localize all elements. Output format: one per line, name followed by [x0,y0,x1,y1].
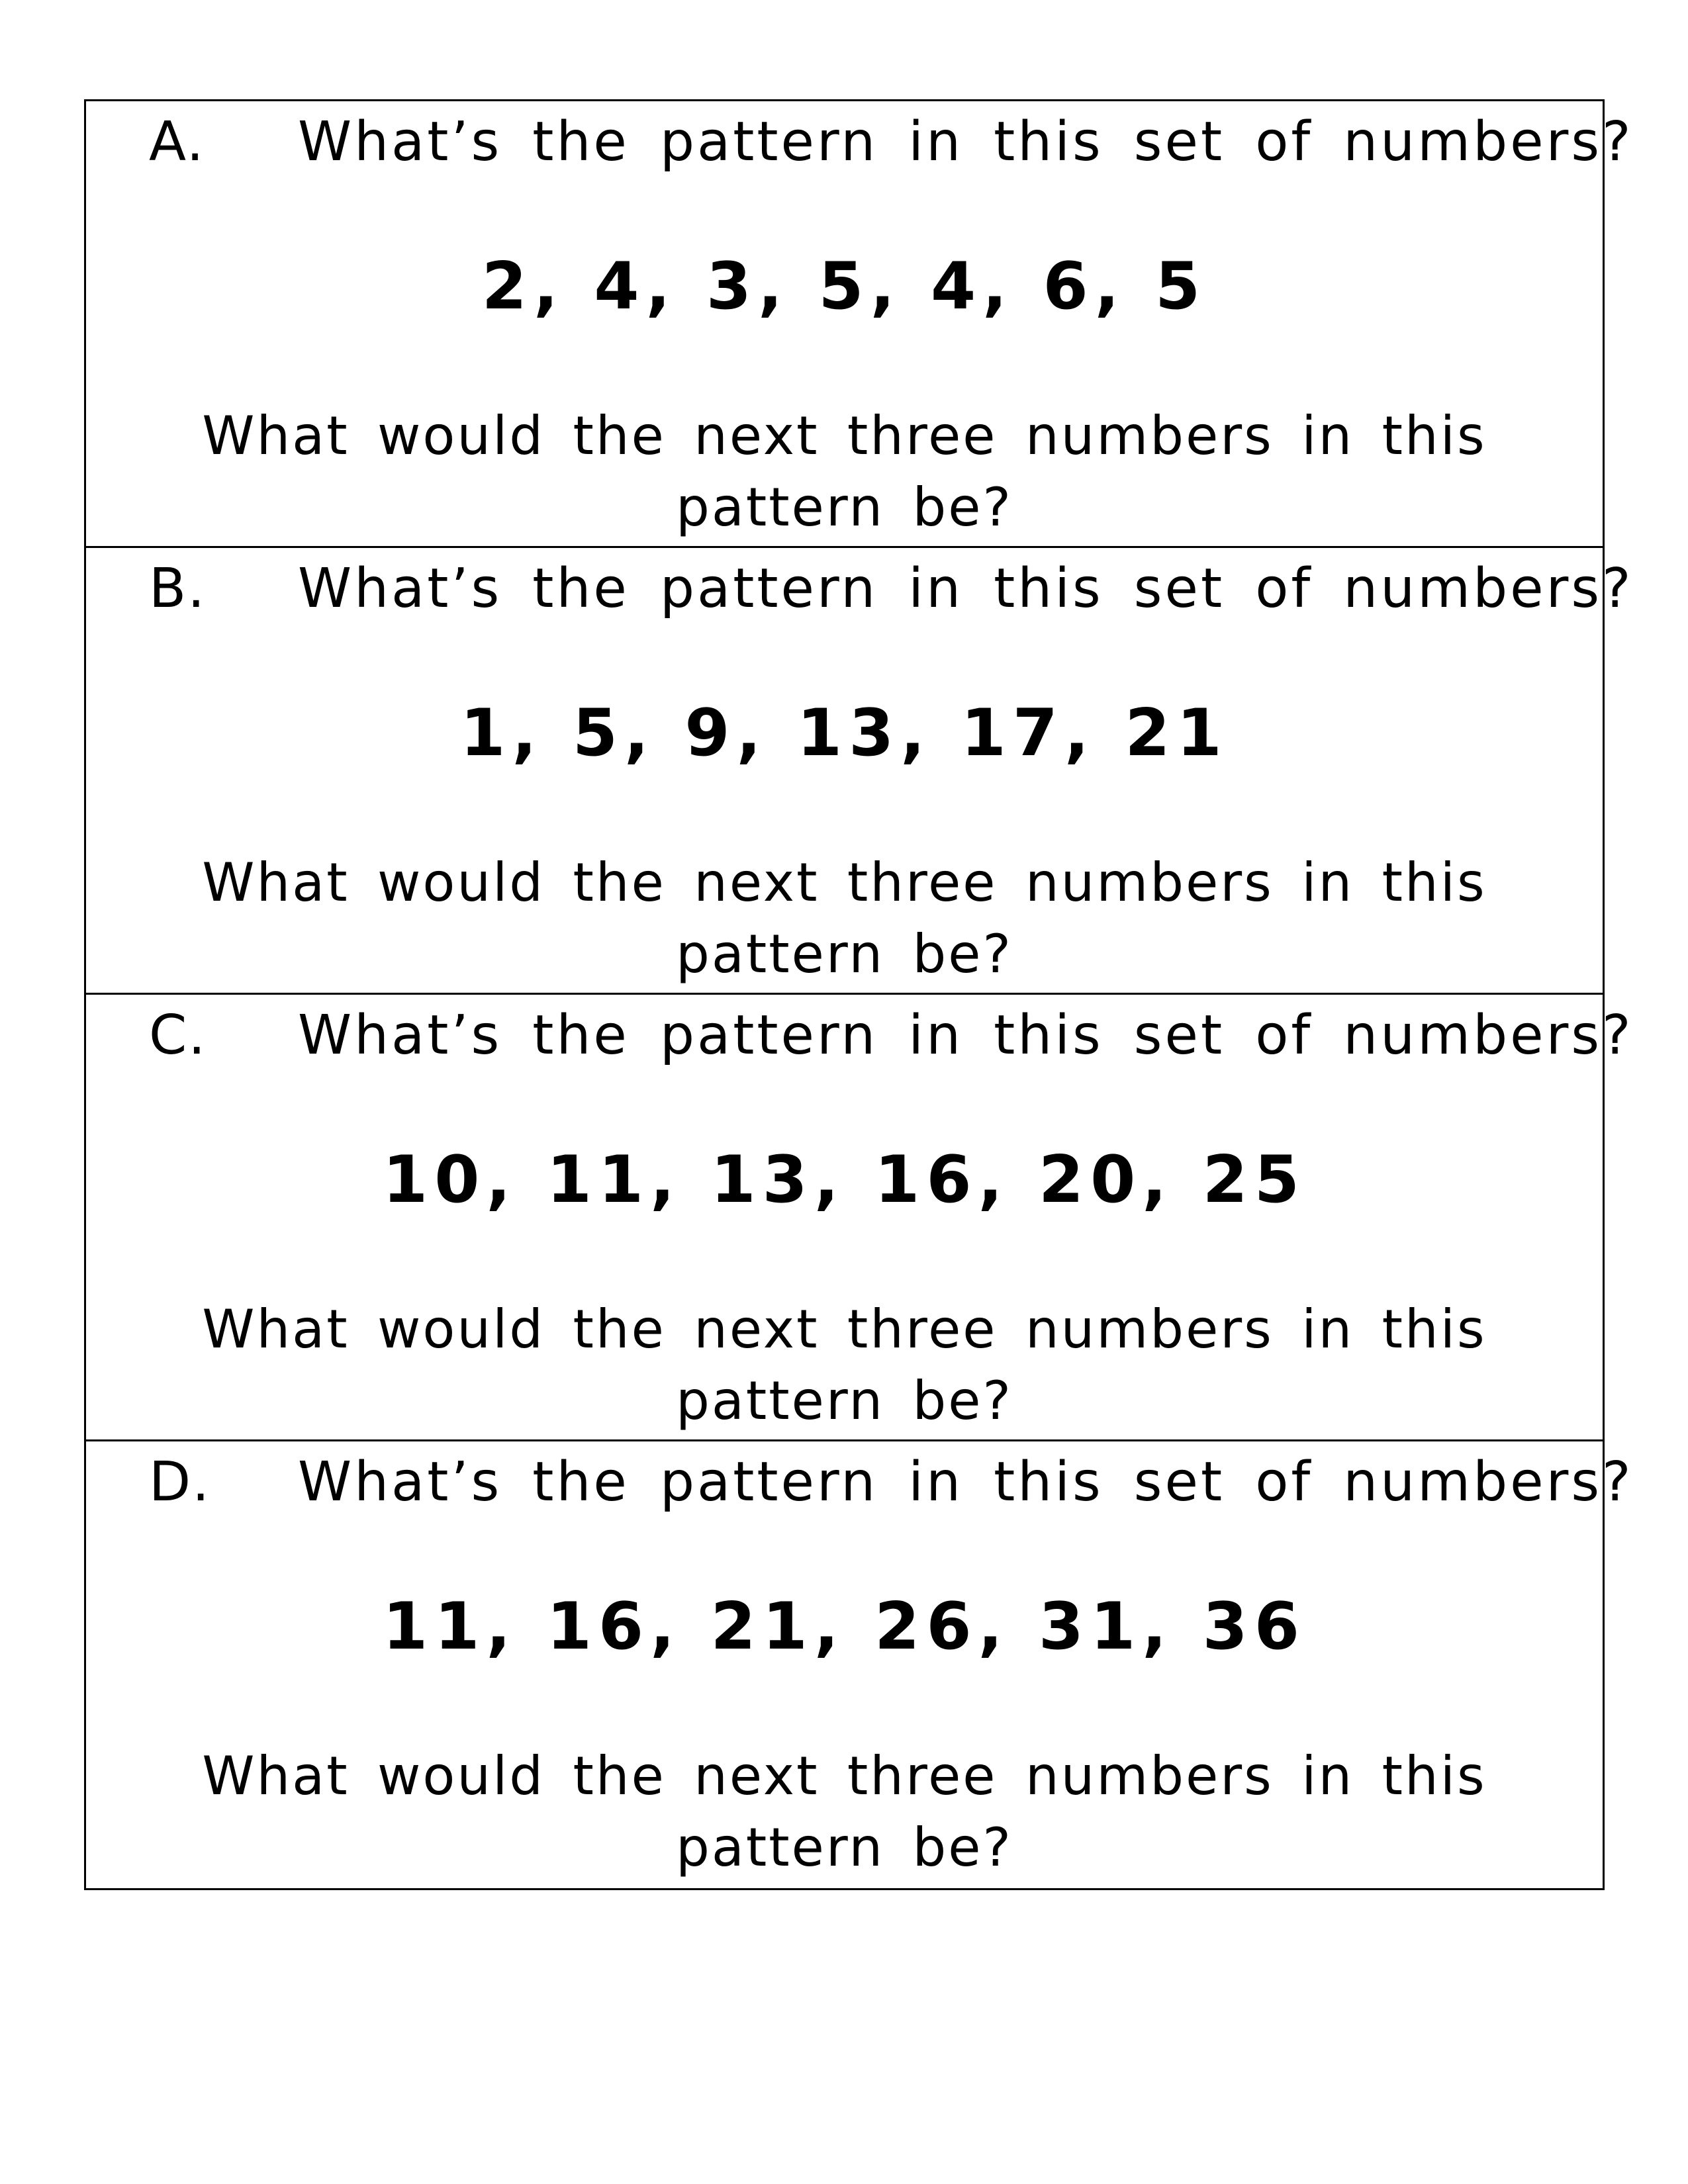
question-row [86,1449,1634,1516]
next-numbers-question: What would the next three numbers in this pattern be? [202,1745,1487,1878]
pattern-question: What’s the pattern in this set of numbers? [298,111,1634,173]
pattern-question: What’s the pattern in this set of numbers? [298,1451,1634,1514]
task-card-sheet [84,99,1634,1890]
pattern-question: What’s the pattern in this set of numbers? [298,1004,1634,1067]
number-sequence: 11, 16, 21, 26, 31, 36 [383,1589,1306,1664]
task-card-b [86,548,1634,995]
next-numbers-question: What would the next three numbers in this pattern be? [202,852,1487,985]
number-sequence: 1, 5, 9, 13, 17, 21 [460,696,1229,771]
task-card-c [86,995,1634,1441]
next-numbers-question: What would the next three numbers in this pattern be? [202,405,1487,538]
question-row [86,1003,1634,1069]
task-card-d [86,1441,1634,1888]
question-row [86,109,1634,175]
card-letter: B. [149,557,207,620]
card-letter: D. [149,1451,211,1514]
question-row [86,556,1634,622]
next-numbers-question: What would the next three numbers in this pattern be? [202,1298,1487,1432]
number-sequence: 2, 4, 3, 5, 4, 6, 5 [481,249,1207,324]
pattern-question: What’s the pattern in this set of numbers? [298,557,1634,620]
task-card-a [86,101,1634,548]
card-letter: C. [149,1004,207,1067]
number-sequence: 10, 11, 13, 16, 20, 25 [383,1142,1306,1218]
card-letter: A. [149,111,205,173]
